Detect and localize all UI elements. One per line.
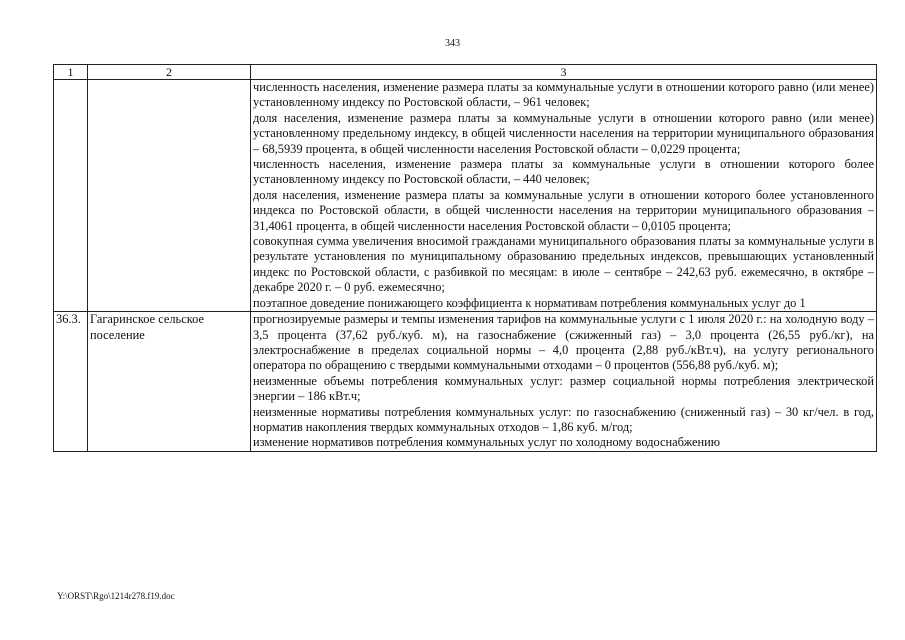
row-content (251, 80, 877, 312)
municipality-name (88, 80, 251, 312)
page-number: 343 (445, 38, 460, 49)
regulation-table (53, 64, 877, 452)
municipality-name: Гагаринское сельское поселение (88, 312, 251, 452)
table-row (54, 80, 877, 312)
content-paragraph: прогнозируемые размеры и темпы изменения тарифов на коммунальные услуги с 1 июля 2020 г.: на холодную воду – 3,5 процента (37,62 руб./куб. м), на газоснабжение (сжиженный газ) – 3,0 процента (26,55 руб./кг), на электроснабжение в пределах социальной нормы – 4,0 процента (2,88 руб./кВт.ч), на услугу регионального оператора по обращению с твердыми коммунальными отходами – 0 процентов (556,88 руб./куб. м); (253, 312, 874, 373)
row-content (251, 312, 877, 452)
row-number: 36.3. (54, 312, 88, 452)
column-header-number: 1 (54, 65, 88, 80)
row-number (54, 80, 88, 312)
document-file-path: Y:\ORST\Rgo\1214r278.f19.doc (57, 591, 175, 601)
table-row (54, 312, 877, 452)
content-paragraph: неизменные объемы потребления коммунальных услуг: размер социальной нормы потребления электрической энергии – 186 кВт.ч; (253, 373, 874, 404)
content-paragraph: поэтапное доведение понижающего коэффициента к нормативам потребления коммунальных услуг до 1 (253, 295, 806, 310)
column-header-content: 3 (251, 65, 877, 80)
content-paragraph: доля населения, изменение размера платы за коммунальные услуги в отношении которого более установленного индекса по Ростовской области, в общей численности населения на территории муниципального образования – 31,4061 процента, в общей численности населения Ростовской области – 0,0105 процента; (253, 187, 874, 233)
content-paragraph: численность населения, изменение размера платы за коммунальные услуги в отношении которого более установленному индексу по Ростовской области, – 440 человек; (253, 157, 874, 187)
content-paragraph: совокупная сумма увеличения вносимой гражданами муниципального образования платы за коммунальные услуги в результате установления по муниципальному образованию предельных индексов, превышающих установленный индекс по Ростовской области, с разбивкой по месяцам: в июле – сентябре – 242,63 руб. ежемесячно, в октябре – декабре 2020 г. – 0 руб. ежемесячно; (253, 234, 874, 295)
content-paragraph: доля населения, изменение размера платы за коммунальные услуги в отношении которого равно (или менее) установленному предельному индексу, в общей численности населения на территории муниципального образования – 68,5939 процента, в общей численности населения Ростовской области – 0,0229 процента; (253, 110, 874, 156)
table-header-row (54, 65, 877, 80)
content-paragraph: неизменные нормативы потребления коммунальных услуг: по газоснабжению (сниженный газ) – 30 кг/чел. в год, норматив накопления твердых коммунальных отходов – 1,86 куб. м/год; (253, 404, 874, 434)
column-header-name: 2 (88, 65, 251, 80)
content-paragraph: численность населения, изменение размера платы за коммунальные услуги в отношении которого равно (или менее) установленному индексу по Ростовской области, – 961 человек; (253, 80, 874, 110)
content-paragraph: изменение нормативов потребления коммунальных услуг по холодному водоснабжению (253, 435, 721, 450)
